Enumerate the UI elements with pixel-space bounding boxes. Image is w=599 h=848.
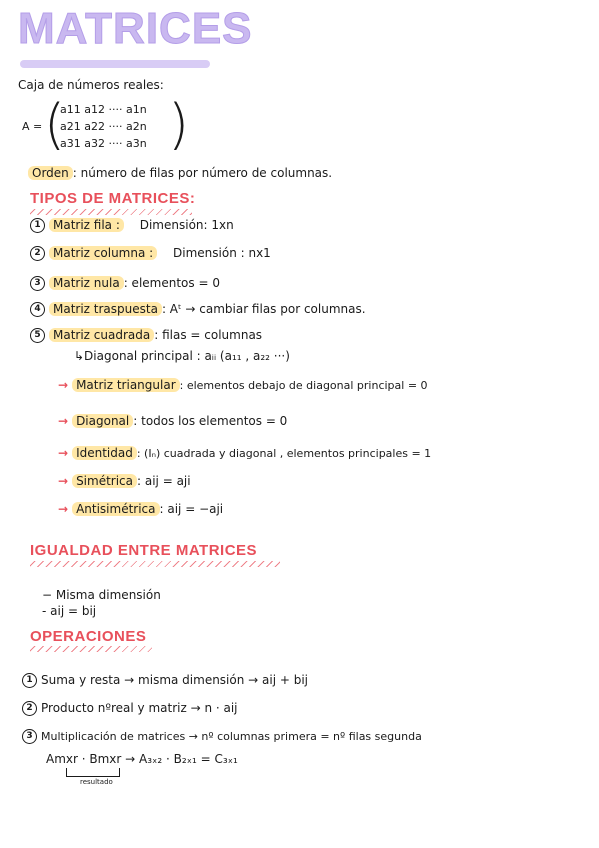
arrow-icon: → [58, 446, 69, 460]
item-text: Dimensión : nx1 [173, 246, 271, 260]
item-term: Simétrica [72, 474, 137, 488]
list-item [30, 328, 262, 343]
sub-item [58, 414, 287, 428]
list-item [30, 302, 366, 317]
number-badge: 2 [22, 701, 37, 716]
item-text: : elementos debajo de diagonal principal = 0 [179, 379, 428, 392]
item-term: Matriz cuadrada [49, 328, 154, 342]
item-text: Dimensión: 1xn [139, 218, 234, 232]
arrow-icon: → [58, 414, 69, 428]
item-term: Identidad [72, 446, 137, 460]
formula-bracket [66, 768, 120, 777]
list-item: − Misma dimensión [42, 588, 161, 602]
diagonal-principal-note: ↳Diagonal principal : aᵢᵢ (a₁₁ , a₂₂ ···) [74, 349, 290, 363]
matrix-row: a31 a32 ···· a3n [60, 137, 147, 150]
list-item [30, 218, 234, 233]
list-item [30, 276, 220, 291]
arrow-icon: → [58, 378, 69, 392]
arrow-icon: → [58, 474, 69, 488]
item-term: Antisimétrica [72, 502, 159, 516]
item-term: Matriz triangular [72, 378, 180, 392]
left-parenthesis: ( [44, 93, 66, 156]
title-underline [20, 60, 210, 68]
matrix-row: a11 a12 ···· a1n [60, 103, 147, 116]
number-badge: 3 [30, 276, 45, 291]
wavy-underline [30, 646, 152, 652]
number-badge: 2 [30, 246, 45, 261]
matrix-block [44, 93, 190, 156]
formula: Amxr · Bmxr → A₃ₓ₂ · B₂ₓ₁ = C₃ₓ₁ [46, 752, 238, 766]
sub-item [58, 446, 431, 460]
item-term: Matriz fila : [49, 218, 124, 232]
list-item: - aij = bij [42, 604, 97, 618]
number-badge: 1 [22, 673, 37, 688]
item-text: : aij = −aji [159, 502, 224, 516]
section-heading-tipos: TIPOS DE MATRICES: [30, 190, 196, 207]
matrix-label: A = [22, 120, 43, 133]
matrix-row: a21 a22 ···· a2n [60, 120, 147, 133]
item-text: : elementos = 0 [123, 276, 220, 290]
item-text: : todos los elementos = 0 [133, 414, 288, 428]
item-term: Matriz traspuesta [49, 302, 162, 316]
orden-line [28, 166, 332, 180]
wavy-underline [30, 209, 192, 215]
page-title: MATRICES [18, 4, 253, 53]
item-term: Matriz nula [49, 276, 124, 290]
sub-item [58, 378, 428, 392]
item-text: Multiplicación de matrices → nº columnas primera = nº filas segunda [41, 730, 422, 743]
right-parenthesis: ) [168, 93, 190, 156]
number-badge: 3 [22, 729, 37, 744]
orden-term: Orden [28, 166, 73, 180]
item-text: : filas = columnas [154, 328, 263, 342]
item-text: Suma y resta → misma dimensión → aij + bij [41, 673, 309, 687]
item-term: Matriz columna : [49, 246, 157, 260]
number-badge: 4 [30, 302, 45, 317]
item-term: Diagonal [72, 414, 133, 428]
item-text: : Aᵗ → cambiar filas por columnas. [161, 302, 366, 316]
item-text: : aij = aji [137, 474, 191, 488]
section-heading-operaciones: OPERACIONES [30, 628, 147, 645]
list-item [30, 246, 271, 261]
number-badge: 5 [30, 328, 45, 343]
number-badge: 1 [30, 218, 45, 233]
intro-text: Caja de números reales: [18, 78, 164, 92]
formula-note: resultado [80, 778, 113, 786]
item-text: : (Iₙ) cuadrada y diagonal , elementos principales = 1 [136, 447, 432, 460]
list-item [22, 673, 308, 688]
orden-text: : número de filas por número de columnas. [72, 166, 333, 180]
wavy-underline [30, 561, 280, 567]
list-item [22, 701, 238, 716]
item-text: Producto nºreal y matriz → n · aij [41, 701, 238, 715]
sub-item [58, 502, 223, 516]
sub-item [58, 474, 191, 488]
arrow-icon: → [58, 502, 69, 516]
list-item [22, 729, 422, 744]
section-heading-igualdad: IGUALDAD ENTRE MATRICES [30, 542, 258, 559]
